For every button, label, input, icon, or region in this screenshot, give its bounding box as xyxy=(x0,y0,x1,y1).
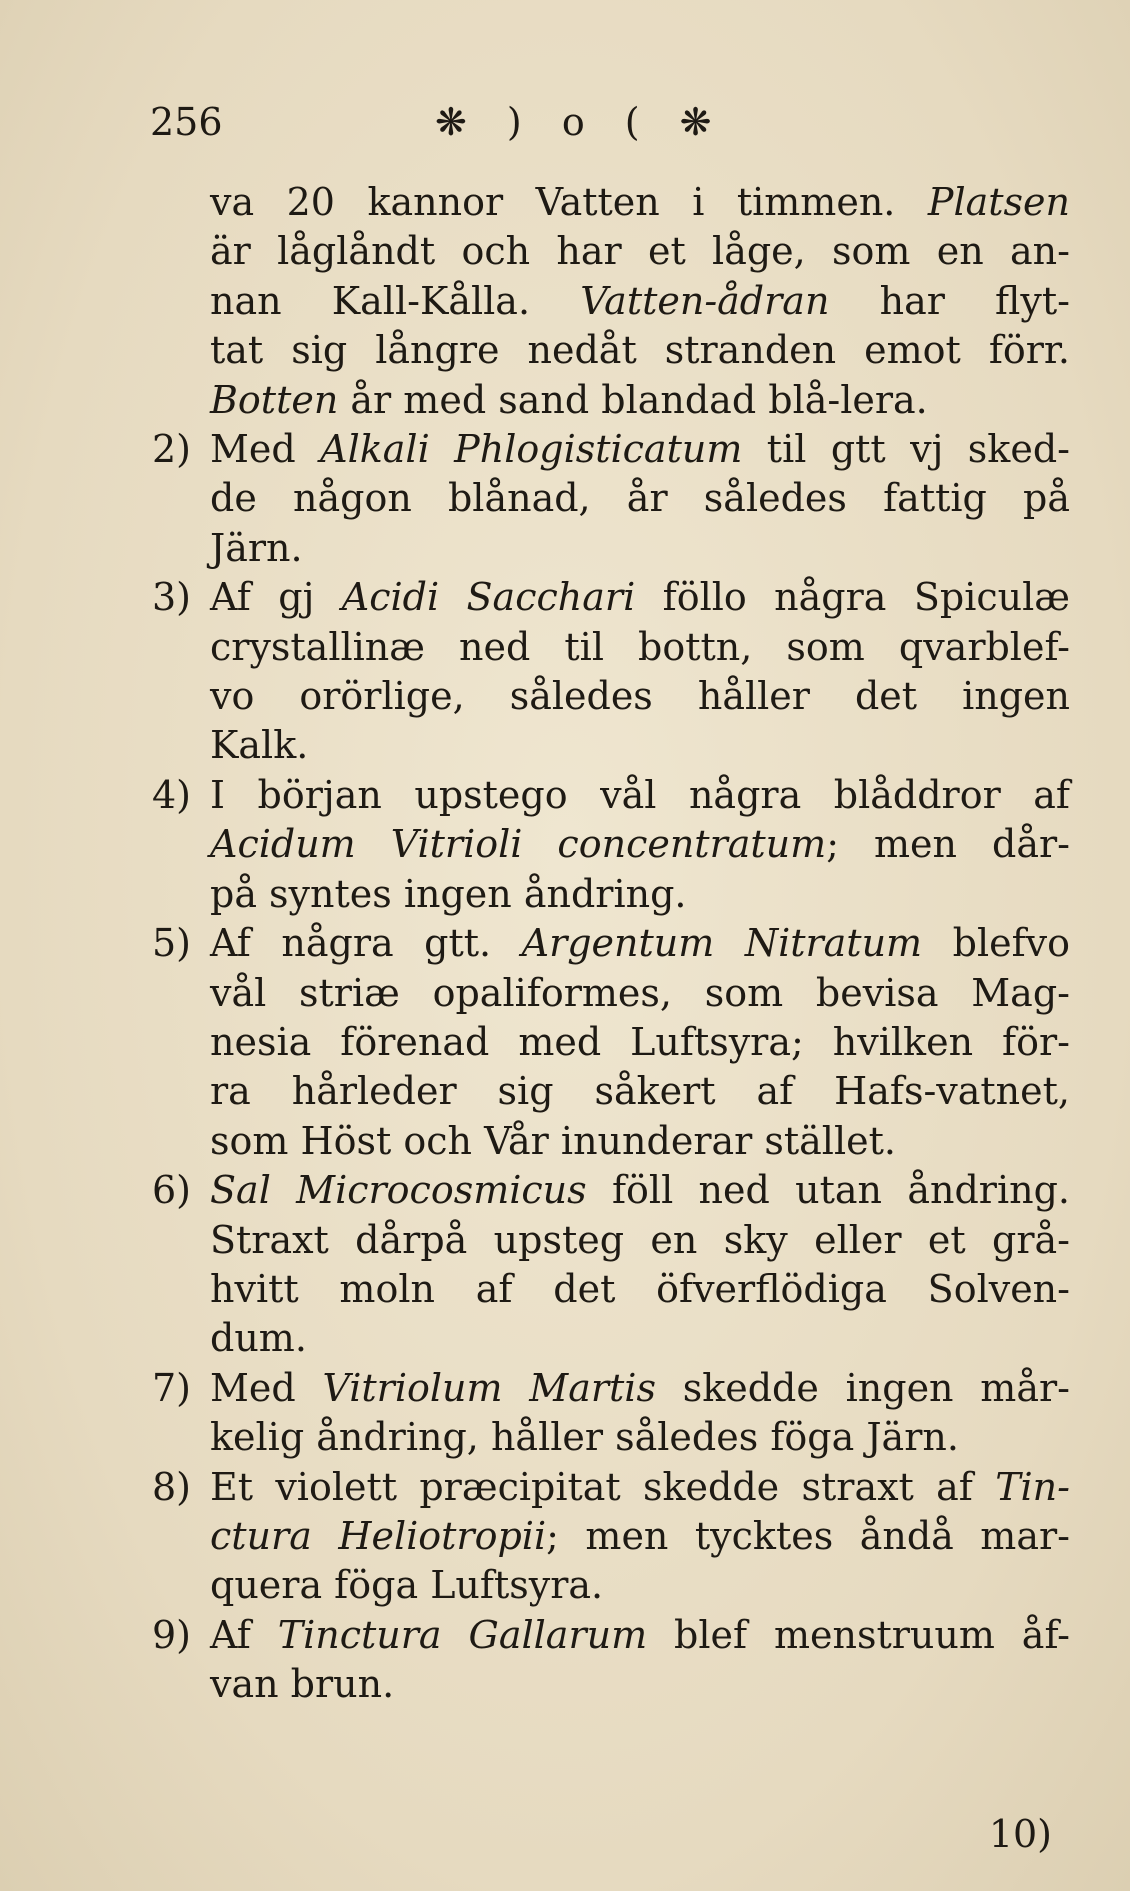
paragraph xyxy=(152,1611,1070,1710)
italic-term: Tinctura Gallarum xyxy=(277,1612,648,1657)
text-run: Järn. xyxy=(210,525,303,570)
text-line xyxy=(210,326,1070,375)
text-run: blefvo xyxy=(922,921,1070,966)
text-run: vo orörlige, således håller det ingen xyxy=(210,674,1070,719)
text-line xyxy=(210,969,1070,1018)
text-line xyxy=(210,771,1070,820)
paragraph-number: 6) xyxy=(152,1168,192,1213)
text-run: Af gj xyxy=(210,575,342,620)
text-line xyxy=(210,1018,1070,1067)
text-line xyxy=(210,524,1070,573)
text-line xyxy=(210,1512,1070,1561)
text-line xyxy=(210,1166,1070,1215)
text-run: ; men dår- xyxy=(826,822,1070,867)
text-line xyxy=(210,573,1070,622)
text-line xyxy=(210,1463,1070,1512)
text-run: som Höst och Vår inunderar stället. xyxy=(210,1118,896,1163)
text-run: Et violett præcipitat skedde straxt af xyxy=(210,1464,996,1509)
text-run: vål striæ opaliformes, som bevisa Mag- xyxy=(210,970,1070,1015)
paragraph-number: 5) xyxy=(152,921,192,966)
text-run: Med xyxy=(210,427,321,472)
text-run: Straxt dårpå upsteg en sky eller et grå- xyxy=(210,1217,1070,1262)
paragraph-number: 9) xyxy=(152,1612,192,1657)
text-run: van brun. xyxy=(210,1662,395,1707)
text-run: Kalk. xyxy=(210,723,309,768)
text-line xyxy=(210,277,1070,326)
text-line xyxy=(210,623,1070,672)
italic-term: ctura Heliotropii xyxy=(210,1513,547,1558)
paragraph xyxy=(152,425,1070,573)
text-run: Af några gtt. xyxy=(210,921,522,966)
text-run: ra hårleder sig såkert af Hafs-vatnet, xyxy=(210,1069,1070,1114)
text-line xyxy=(210,1611,1070,1660)
text-line xyxy=(210,376,1070,425)
text-line xyxy=(210,1660,1070,1709)
text-run: va 20 kannor Vatten i timmen. xyxy=(210,180,928,224)
text-line xyxy=(210,474,1070,523)
paragraph xyxy=(152,573,1070,771)
text-run: föllo några Spiculæ xyxy=(635,575,1070,620)
text-line xyxy=(210,1117,1070,1166)
page-number: 256 xyxy=(150,100,223,144)
paragraph xyxy=(210,178,1070,425)
text-run: på syntes ingen åndring. xyxy=(210,871,687,916)
text-line xyxy=(210,1067,1070,1116)
italic-term: Vatten-ådran xyxy=(580,278,830,323)
text-line xyxy=(210,721,1070,770)
text-line xyxy=(210,919,1070,968)
text-run: blef menstruum åf- xyxy=(647,1612,1070,1657)
text-line xyxy=(210,425,1070,474)
text-run: crystallinæ ned til bottn, som qvarblef- xyxy=(210,624,1070,669)
italic-term: Acidi Sacchari xyxy=(341,575,636,620)
text-run: Af xyxy=(210,1612,278,1657)
text-line xyxy=(210,227,1070,276)
paragraph xyxy=(152,1364,1070,1463)
text-line xyxy=(210,1314,1070,1363)
text-run: har flyt- xyxy=(829,278,1070,323)
text-line xyxy=(210,1216,1070,1265)
paragraph-number: 8) xyxy=(152,1464,192,1509)
italic-term: Platsen xyxy=(927,180,1070,224)
italic-term: Argentum Nitratum xyxy=(521,921,923,966)
italic-term: Botten xyxy=(210,377,339,422)
paragraph xyxy=(152,1166,1070,1364)
italic-term: Alkali Phlogisticatum xyxy=(320,427,743,472)
body-text xyxy=(152,178,1070,1710)
header-ornament: ❋ ) o ( ❋ xyxy=(435,100,726,144)
text-line xyxy=(210,672,1070,721)
italic-term: Acidum Vitrioli concentratum xyxy=(210,822,827,867)
text-run: Med xyxy=(210,1365,323,1410)
paragraph xyxy=(152,919,1070,1166)
text-run: år med sand blandad blå-lera. xyxy=(338,377,928,422)
text-run: dum. xyxy=(210,1316,307,1361)
text-run: nan Kall-Kålla. xyxy=(210,278,581,323)
text-run: skedde ingen mår- xyxy=(655,1365,1070,1410)
italic-term: Tin- xyxy=(995,1464,1070,1509)
text-run: de någon blånad, år således fattig på xyxy=(210,476,1070,521)
text-run: tat sig långre nedåt stranden emot förr. xyxy=(210,328,1070,373)
italic-term: Vitriolum Martis xyxy=(322,1365,656,1410)
italic-term: Sal Microcosmicus xyxy=(210,1168,587,1213)
text-line xyxy=(210,820,1070,869)
text-run: nesia förenad med Luftsyra; hvilken för- xyxy=(210,1019,1070,1064)
paragraph-number: 7) xyxy=(152,1365,192,1410)
text-line xyxy=(210,1561,1070,1610)
text-run: ; men tycktes åndå mar- xyxy=(546,1513,1070,1558)
text-run: föll ned utan åndring. xyxy=(586,1168,1070,1213)
running-header xyxy=(150,100,830,160)
text-line xyxy=(210,1265,1070,1314)
text-line xyxy=(210,1364,1070,1413)
text-run: til gtt vj sked- xyxy=(742,427,1070,472)
paragraph-number: 3) xyxy=(152,575,192,620)
text-run: är låglåndt och har et låge, som en an- xyxy=(210,229,1070,274)
catchword: 10) xyxy=(988,1812,1052,1856)
text-run: hvitt moln af det öfverflödiga Solven- xyxy=(210,1266,1070,1311)
text-line xyxy=(210,870,1070,919)
text-line xyxy=(210,178,1070,227)
text-run: quera föga Luftsyra. xyxy=(210,1563,604,1608)
text-run: I början upstego vål några blåddror af xyxy=(210,772,1070,817)
paragraph xyxy=(152,771,1070,919)
text-line xyxy=(210,1413,1070,1462)
paragraph xyxy=(152,1463,1070,1611)
paragraph-number: 2) xyxy=(152,427,192,472)
paragraph-number: 4) xyxy=(152,772,192,817)
text-run: kelig åndring, håller således föga Järn. xyxy=(210,1415,959,1460)
